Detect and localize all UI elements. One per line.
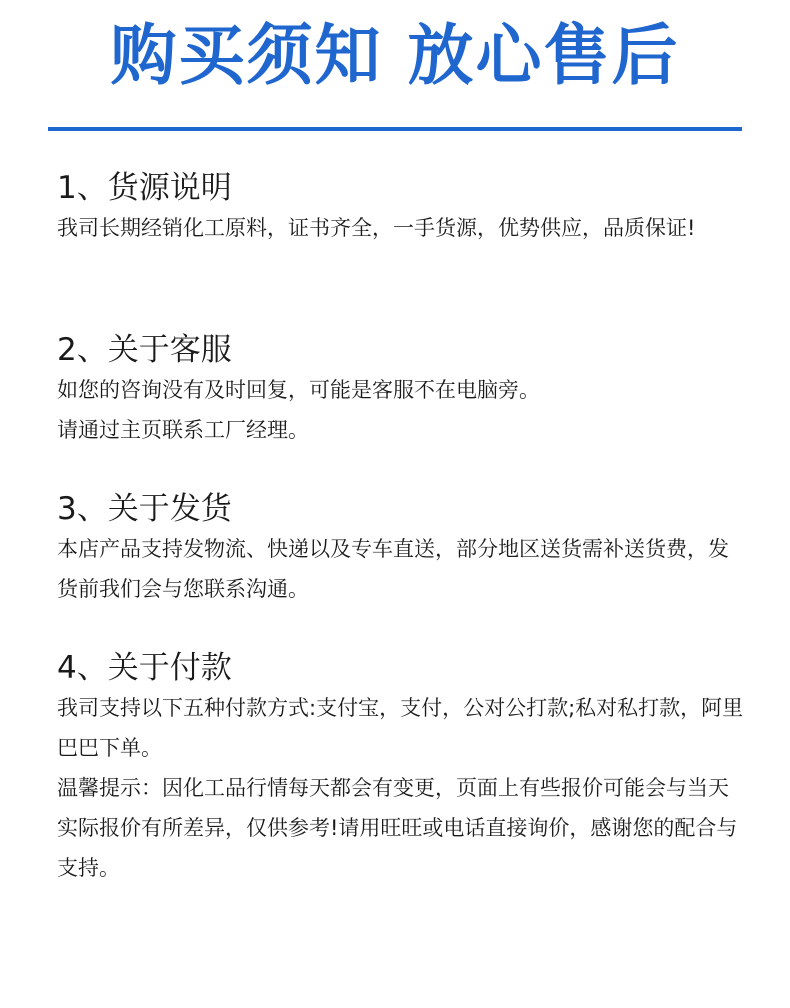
title-divider bbox=[48, 127, 742, 131]
section-paragraph: 请通过主页联系工厂经理。 bbox=[57, 418, 309, 442]
section-shipping bbox=[57, 489, 747, 609]
section-paragraph: 我司长期经销化工原料，证书齐全，一手货源，优势供应，品质保证! bbox=[57, 216, 696, 240]
section-paragraph: 温馨提示：因化工品行情每天都会有变更，页面上有些报价可能会与当天实际报价有所差异，仅供参考!请用旺旺或电话直接询价，感谢您的配合与支持。 bbox=[57, 776, 738, 880]
section-paragraph: 我司支持以下五种付款方式:支付宝，支付，公对公打款;私对私打款，阿里巴巴下单。 bbox=[57, 696, 744, 760]
section-customer-service bbox=[57, 330, 747, 450]
page-title: 购买须知 放心售后 bbox=[110, 17, 680, 94]
section-paragraph: 本店产品支持发物流、快递以及专车直送，部分地区送货需补送货费，发货前我们会与您联系沟通。 bbox=[57, 537, 729, 601]
section-paragraph: 如您的咨询没有及时回复，可能是客服不在电脑旁。 bbox=[57, 378, 540, 402]
section-supply-source bbox=[57, 168, 747, 248]
section-heading: 1、货源说明 bbox=[57, 170, 232, 206]
section-heading: 2、关于客服 bbox=[57, 332, 232, 368]
section-heading: 3、关于发货 bbox=[57, 491, 232, 527]
section-heading: 4、关于付款 bbox=[57, 650, 232, 686]
section-payment bbox=[57, 648, 747, 888]
